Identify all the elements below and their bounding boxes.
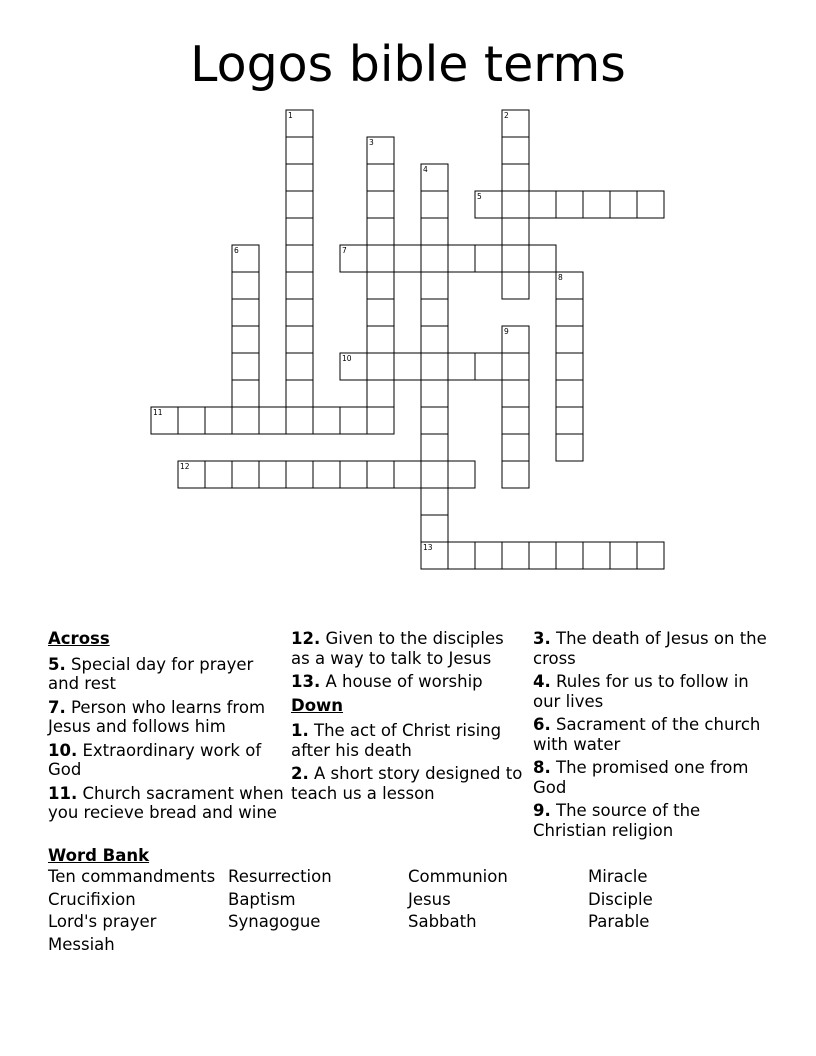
grid-cell[interactable] (367, 353, 394, 380)
word-bank-list (48, 867, 768, 957)
clue-number: 1 (288, 111, 293, 120)
grid-cell[interactable] (421, 434, 448, 461)
grid-cell[interactable] (286, 137, 313, 164)
grid-cell[interactable] (448, 353, 475, 380)
grid-cell[interactable] (232, 353, 259, 380)
clue-down-8: 8. The promised one from God (533, 758, 749, 797)
clues-column-2 (291, 629, 527, 807)
word-bank-item: Lord's prayer (48, 912, 157, 932)
clue-down-4: 4. Rules for us to follow in our lives (533, 672, 749, 711)
grid-cell[interactable] (394, 245, 421, 272)
grid-cell[interactable] (502, 434, 529, 461)
grid-cell[interactable] (286, 326, 313, 353)
clue-number: 5 (477, 192, 482, 201)
grid-cell[interactable] (448, 461, 475, 488)
clue-number: 2 (504, 111, 509, 120)
grid-cell[interactable] (502, 272, 529, 299)
clues-column-1 (48, 629, 288, 827)
word-bank-item: Crucifixion (48, 889, 136, 909)
across-header: Across (48, 629, 110, 648)
clue-across-11: 11. Church sacrament when you recieve bread and wine (48, 783, 284, 822)
clue-down-9: 9. The source of the Christian religion (533, 801, 701, 840)
clue-across-7: 7. Person who learns from Jesus and follows him (48, 697, 266, 736)
grid-cell[interactable] (556, 299, 583, 326)
grid-cell[interactable] (556, 326, 583, 353)
grid-cell[interactable] (556, 191, 583, 218)
grid-cell[interactable] (205, 461, 232, 488)
grid-cell[interactable] (286, 299, 313, 326)
grid-cell[interactable] (502, 380, 529, 407)
grid-cell[interactable] (583, 191, 610, 218)
clue-number: 6 (234, 246, 239, 255)
grid-cell[interactable] (367, 407, 394, 434)
grid-cell[interactable] (502, 164, 529, 191)
word-bank-item: Communion (408, 867, 508, 886)
grid-cell[interactable] (394, 461, 421, 488)
grid-cell[interactable] (556, 380, 583, 407)
grid-cell[interactable] (556, 542, 583, 569)
grid-cell[interactable] (529, 191, 556, 218)
grid-cell[interactable] (367, 380, 394, 407)
grid-cell[interactable] (421, 299, 448, 326)
grid-cell[interactable] (637, 542, 664, 569)
grid-cell[interactable] (367, 461, 394, 488)
grid-cell[interactable] (367, 326, 394, 353)
grid-cell[interactable] (610, 542, 637, 569)
grid-cell[interactable] (502, 191, 529, 218)
grid-cell[interactable] (232, 407, 259, 434)
clue-down-6: 6. Sacrament of the church with water (533, 715, 761, 754)
clue-number: 8 (558, 273, 563, 282)
clue-number: 13 (423, 543, 433, 552)
grid-cell[interactable] (502, 137, 529, 164)
grid-cell[interactable] (286, 218, 313, 245)
grid-cell[interactable] (502, 218, 529, 245)
grid-cell[interactable] (502, 245, 529, 272)
clue-number: 7 (342, 246, 347, 255)
word-bank-item: Baptism (228, 889, 296, 909)
grid-cell[interactable] (205, 407, 232, 434)
grid-cell[interactable] (529, 245, 556, 272)
word-bank-item: Resurrection (228, 867, 332, 886)
grid-cell[interactable] (259, 407, 286, 434)
grid-cell[interactable] (286, 191, 313, 218)
word-bank-header: Word Bank (48, 846, 150, 865)
grid-cell[interactable] (367, 218, 394, 245)
page-title: Logos bible terms (190, 36, 626, 93)
grid-cell[interactable] (583, 542, 610, 569)
grid-cell[interactable] (367, 245, 394, 272)
word-bank-item: Messiah (48, 934, 115, 954)
word-bank-item: Disciple (588, 889, 653, 909)
grid-cell[interactable] (232, 380, 259, 407)
word-bank-item: Synagogue (228, 912, 321, 932)
grid-cell[interactable] (232, 461, 259, 488)
clue-down-1: 1. The act of Christ rising after his death (291, 721, 502, 760)
grid-cell[interactable] (502, 353, 529, 380)
grid-cell[interactable] (367, 164, 394, 191)
grid-cell[interactable] (421, 461, 448, 488)
grid-cell[interactable] (421, 407, 448, 434)
clue-number: 4 (423, 165, 428, 174)
grid-cell[interactable] (286, 461, 313, 488)
grid-cell[interactable] (232, 326, 259, 353)
clue-across-13: 13. A house of worship (291, 672, 483, 691)
word-bank-item: Miracle (588, 867, 648, 886)
word-bank-item: Ten commandments (48, 867, 216, 886)
grid-cell[interactable] (502, 542, 529, 569)
grid-cell[interactable] (556, 353, 583, 380)
grid-cell[interactable] (421, 488, 448, 515)
clue-across-5: 5. Special day for prayer and rest (48, 654, 254, 693)
clue-number: 9 (504, 327, 509, 336)
grid-cell[interactable] (448, 245, 475, 272)
grid-cell[interactable] (259, 461, 286, 488)
word-bank-item: Parable (588, 912, 650, 932)
clue-across-10: 10. Extraordinary work of God (48, 740, 262, 779)
grid-cell[interactable] (421, 380, 448, 407)
grid-cell[interactable] (313, 407, 340, 434)
grid-cell[interactable] (556, 434, 583, 461)
grid-cell[interactable] (421, 272, 448, 299)
grid-cell[interactable] (286, 164, 313, 191)
grid-cell[interactable] (232, 299, 259, 326)
down-header: Down (291, 695, 344, 715)
grid-cell[interactable] (394, 353, 421, 380)
clue-number: 12 (180, 462, 190, 471)
word-bank-item: Jesus (408, 889, 451, 909)
grid-cell[interactable] (367, 191, 394, 218)
grid-cell[interactable] (367, 272, 394, 299)
grid-cell[interactable] (421, 515, 448, 542)
grid-cell[interactable] (421, 191, 448, 218)
word-bank-item: Sabbath (408, 912, 477, 932)
grid-cell[interactable] (421, 218, 448, 245)
grid-cell[interactable] (340, 461, 367, 488)
clue-across-12: 12. Given to the disciples as a way to talk to Jesus (291, 629, 504, 668)
grid-cell[interactable] (286, 407, 313, 434)
grid-cell[interactable] (421, 326, 448, 353)
clue-number: 10 (342, 354, 352, 363)
grid-cell[interactable] (313, 461, 340, 488)
grid-cell[interactable] (421, 245, 448, 272)
grid-cell[interactable] (475, 542, 502, 569)
grid-cell[interactable] (610, 191, 637, 218)
grid-cell[interactable] (286, 380, 313, 407)
grid-cell[interactable] (340, 407, 367, 434)
grid-cell[interactable] (475, 245, 502, 272)
grid-cell[interactable] (286, 272, 313, 299)
clues-column-3 (533, 629, 769, 844)
word-bank (48, 846, 768, 957)
grid-cell[interactable] (286, 353, 313, 380)
grid-cell[interactable] (367, 299, 394, 326)
grid-cell[interactable] (178, 407, 205, 434)
clue-number: 3 (369, 138, 374, 147)
clue-down-2: 2. A short story designed to teach us a lesson (291, 764, 523, 803)
grid-cell[interactable] (502, 461, 529, 488)
grid-cell[interactable] (232, 272, 259, 299)
grid-cell[interactable] (529, 542, 556, 569)
grid-cell[interactable] (286, 245, 313, 272)
grid-cell[interactable] (421, 353, 448, 380)
grid-cell[interactable] (502, 407, 529, 434)
clue-number: 11 (153, 408, 163, 417)
grid-cell[interactable] (475, 353, 502, 380)
grid-cell[interactable] (448, 542, 475, 569)
clue-down-3: 3. The death of Jesus on the cross (533, 629, 767, 668)
grid-cell[interactable] (637, 191, 664, 218)
grid-cell[interactable] (556, 407, 583, 434)
